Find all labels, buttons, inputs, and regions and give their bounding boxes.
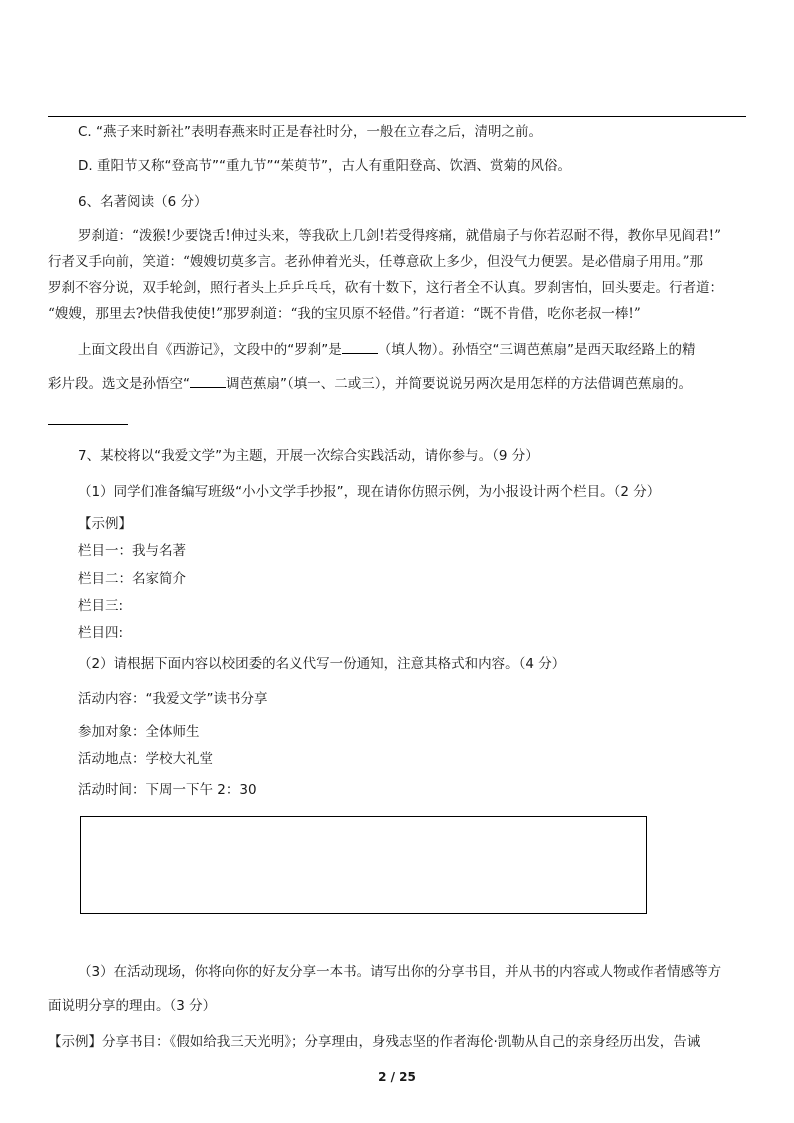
question-6-prompt-b2: 调芭蕉扇”（填一、二或三），并简要说说另两次是用怎样的方法借调芭蕉扇的。: [226, 376, 692, 392]
example-text: 【示例】分享书目：《假如给我三天光明》；分享理由，身残志坚的作者海伦·凯勒从自己的亲身经历出发，告诫: [48, 1034, 701, 1050]
question-7-part-3-line-1: （3）在活动现场，你将向你的好友分享一本书。请写出你的分享书目，并从书的内容或人物或作者情感等方: [78, 964, 722, 980]
question-6-prompt-a2: （填人物）。孙悟空“三调芭蕉扇”是西天取经路上的精: [377, 342, 696, 358]
answer-line[interactable]: [48, 424, 128, 425]
question-7-part-1: （1）同学们准备编写班级“小小文学手抄报”，现在请你仿照示例，为小报设计两个栏目。（2 分）: [78, 484, 661, 500]
header-rule: [48, 116, 746, 117]
question-6-prompt-line-1: [78, 340, 696, 360]
question-6-title: 6、名著阅读（6 分）: [78, 194, 208, 210]
passage-line: “嫂嫂，那里去?快借我使使!”那罗刹道：“我的宝贝原不轻借。”行者道：“既不肯借，吃你老叔一棒!”: [48, 306, 641, 322]
blank-number[interactable]: [190, 375, 226, 388]
notice-answer-box[interactable]: [80, 816, 647, 914]
column-3: 栏目三:: [78, 598, 124, 614]
option-d: D. 重阳节又称“登高节”“重九节”“茱萸节”，古人有重阳登高、饮酒、赏菊的风俗。: [78, 158, 571, 174]
column-2: 栏目二：名家简介: [78, 571, 186, 587]
question-6-prompt-a1: 上面文段出自《西游记》，文段中的“罗刹”是: [78, 342, 342, 358]
activity-content: 活动内容：“我爱文学”读书分享: [78, 691, 268, 707]
column-1: 栏目一：我与名著: [78, 543, 186, 559]
passage-line: 罗刹不容分说，双手轮剑，照行者头上乒乒乓乓，砍有十数下，这行者全不认真。罗刹害怕，回头要走。行者道：: [48, 280, 723, 296]
question-6-prompt-line-2: [48, 374, 692, 394]
page-number: 2 / 25: [378, 1070, 416, 1084]
question-7-title: 7、某校将以“我爱文学”为主题，开展一次综合实践活动，请你参与。（9 分）: [78, 448, 539, 464]
example-label: 【示例】: [78, 516, 132, 532]
activity-place: 活动地点：学校大礼堂: [78, 751, 213, 767]
passage-line: 行者叉手向前，笑道：“嫂嫂切莫多言。老孙伸着光头，任尊意砍上多少，但没气力便罢。是必借扇子用用。”那: [48, 254, 704, 270]
passage-line: 罗刹道：“泼猴!少要饶舌!伸过头来，等我砍上几剑!若受得疼痛，就借扇子与你若忍耐不得，教你早见阎君!”: [78, 228, 722, 244]
activity-audience: 参加对象：全体师生: [78, 724, 200, 740]
option-c: C. “燕子来时新社”表明春燕来时正是春社时分，一般在立春之后，清明之前。: [78, 124, 542, 140]
column-4: 栏目四:: [78, 625, 124, 641]
question-6-prompt-b1: 彩片段。选文是孙悟空“: [48, 376, 190, 392]
activity-time: 活动时间：下周一下午 2：30: [78, 782, 257, 798]
question-7-part-3-line-2: 面说明分享的理由。（3 分）: [48, 998, 217, 1014]
question-7-part-2: （2）请根据下面内容以校团委的名义代写一份通知，注意其格式和内容。（4 分）: [78, 656, 566, 672]
blank-character[interactable]: [342, 341, 378, 354]
